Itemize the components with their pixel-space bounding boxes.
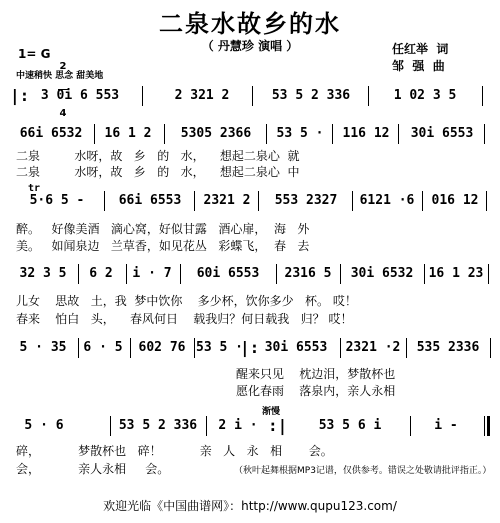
performer-subtitle: （ 丹慧珍 演唱 ） (201, 39, 299, 53)
final-barline (484, 416, 485, 436)
measure: 53 5 6 i (318, 418, 382, 433)
measure: 553 2327 (274, 193, 338, 208)
barline (340, 264, 341, 284)
barline (142, 86, 143, 106)
tempo-marking: 中速稍快 思念 甜美地 (16, 71, 104, 81)
measure: 53 5 2 336 (118, 418, 198, 433)
repeat-start: |: (10, 86, 30, 105)
final-barline-thick (487, 416, 490, 436)
barline (78, 264, 79, 284)
lyric-line: 儿女 思故 土，我 梦中饮你 多少杯，饮你多少 杯。 哎！ (16, 294, 357, 308)
barline (258, 191, 259, 211)
measure: 6 · 5 (83, 340, 123, 355)
score-row-4 (14, 264, 492, 286)
barline (484, 124, 485, 144)
measure: 5305 2366 (180, 126, 252, 141)
measure: 66i 6532 (19, 126, 83, 141)
measure: 5 · 35 (19, 340, 67, 355)
barline (332, 124, 333, 144)
measure: i · 7 (132, 266, 172, 281)
measure: i - (434, 418, 458, 433)
measure: 60i 6553 (196, 266, 260, 281)
lyric-line: 醉。 好像美酒 滴心窝，好似甘露 酒心扉， 海 外 (16, 222, 310, 236)
measure: 53 5 · (276, 126, 324, 141)
barline (206, 416, 207, 436)
score-row-1 (10, 86, 492, 108)
measure: 53 5 2 336 (271, 88, 351, 103)
measure: 2321 2 (203, 193, 251, 208)
transcription-note: （秋叶起舞根据MP3记谱，仅供参考。错误之处敬请批评指正。） (234, 466, 492, 476)
lyricist-credit: 任红举 词 (392, 42, 449, 56)
measure: 1 02 3 5 (393, 88, 457, 103)
barline (276, 264, 277, 284)
barline (352, 191, 353, 211)
key-signature: 1= G (18, 47, 51, 61)
measure: 16 1 23 (428, 266, 484, 281)
barline (252, 86, 253, 106)
barline (164, 124, 165, 144)
barline (94, 124, 95, 144)
score-row-6 (14, 416, 492, 438)
barline (368, 86, 369, 106)
page-title: 二泉水故乡的水 (159, 10, 341, 38)
tempo-change-marking: 渐慢 (262, 407, 281, 417)
barline (126, 264, 127, 284)
measure: 30i 6532 (350, 266, 414, 281)
measure: 16 1 2 (104, 126, 152, 141)
barline (406, 338, 407, 358)
measure: 116 12 (342, 126, 390, 141)
lyric-line: 会， 亲人永相 会。 (16, 462, 170, 476)
measure: 2316 5 (284, 266, 332, 281)
score-row-5 (14, 338, 492, 360)
measure: 535 2336 (416, 340, 480, 355)
barline (422, 191, 423, 211)
measure: 3 0i 6 553 (40, 88, 120, 103)
measure: 53 5 · (196, 340, 243, 355)
measure: 5·6 5 - (29, 193, 85, 208)
barline (482, 86, 483, 106)
measure: 2 i · (218, 418, 258, 433)
score-row-3 (14, 183, 492, 213)
composer-credit: 邹 强 曲 (392, 59, 445, 73)
measure: 602 76 (138, 340, 186, 355)
lyric-line: 美。 如闻泉边 兰草香，如见花丛 彩蝶飞， 春 去 (16, 239, 310, 253)
barline (410, 416, 411, 436)
barline (110, 416, 111, 436)
lyric-line: 碎， 梦散杯也 碎！ 亲 人 永 相 会。 (16, 444, 333, 458)
time-signature-bottom: 4 (59, 108, 67, 119)
measure: 016 12 (431, 193, 479, 208)
repeat-start: |: (240, 338, 260, 357)
barline (104, 191, 105, 211)
measure: 30i 6553 (264, 340, 328, 355)
barline (194, 191, 195, 211)
barline (486, 191, 487, 211)
barline (194, 338, 195, 358)
lyric-line: 二泉 水呀，故 乡 的 水， 想起二泉心 中 (16, 165, 300, 179)
ornament: tr (28, 183, 41, 194)
measure: 2321 ·2 (345, 340, 401, 355)
barline (490, 338, 491, 358)
barline (340, 338, 341, 358)
lyric-line: 愿化春雨 落泉内，亲人永相 (236, 384, 396, 398)
score-row-2 (14, 124, 492, 146)
lyric-line: 醒来只见 枕边泪，梦散杯也 (236, 367, 396, 381)
site-footer: 欢迎光临《中国曲谱网》：http://www.qupu123.com/ (103, 499, 397, 513)
repeat-end: :| (268, 416, 288, 435)
barline (78, 338, 79, 358)
measure: 2 321 2 (174, 88, 230, 103)
barline (266, 124, 267, 144)
barline (398, 124, 399, 144)
measure: 5 · 6 (24, 418, 64, 433)
barline (488, 264, 489, 284)
barline (180, 264, 181, 284)
lyric-line: 二泉 水呀，故 乡 的 水， 想起二泉心 就 (16, 149, 300, 163)
barline (130, 338, 131, 358)
measure: 66i 6553 (118, 193, 182, 208)
measure: 30i 6553 (410, 126, 474, 141)
measure: 6 2 (89, 266, 113, 281)
barline (424, 264, 425, 284)
measure: 32 3 5 (19, 266, 67, 281)
lyric-line: 春来 怕白 头， 春风何日 载我归？何日载我 归？ 哎！ (16, 312, 353, 326)
measure: 6121 ·6 (359, 193, 415, 208)
time-signature-top: 2 (59, 61, 67, 72)
